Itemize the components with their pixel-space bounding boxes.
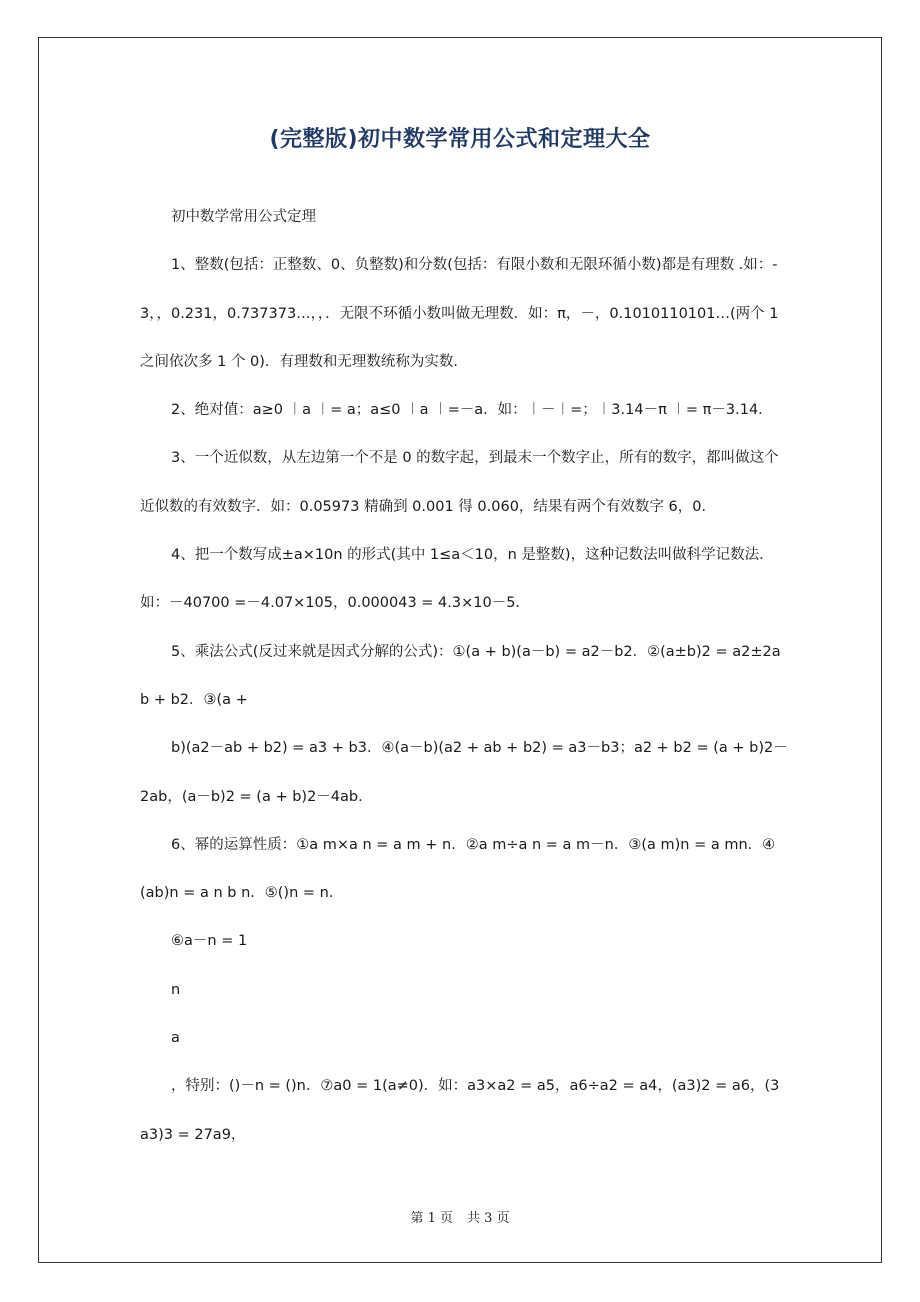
paragraph-item-1: 1、整数(包括：正整数、0、负整数)和分数(包括：有限小数和无限环循小数)都是有理数 .如：-3，，0.231，0.737373…，，．无限不环循小数叫做无理数．如：π，－，0.1010110101…(两个 1 之间依次多 1 个 0)．有理数和无理数统称为实数． [140,257,779,370]
paragraph-item-3: 3、一个近似数，从左边第一个不是 0 的数字起，到最末一个数字止，所有的数字，都叫做这个近似数的有效数字．如：0.05973 精确到 0.001 得 0.060，结果有两个有效数字 6，0． [140,450,779,515]
page-footer [0,1207,920,1226]
paragraph-fraction-n: n [171,981,181,998]
page-total: 共 3 页 [467,1211,510,1226]
paragraph-heading: 初中数学常用公式定理 [171,209,316,225]
paragraph-item-6: 6、幂的运算性质：①a m×a n = a m + n．②a m÷a n = a m－n．③(a m)n = a mn．④(ab)n = a n b n．⑤()n = n． [140,836,776,902]
paragraph-item-5: 5、乘法公式(反过来就是因式分解的公式)：①(a + b)(a－b) = a2－b2．②(a±b)2 = a2±2ab + b2．③(a + [140,643,781,708]
document-title: (完整版)初中数学常用公式和定理大全 [269,127,651,152]
paragraph-item-2: 2、绝对值：a≥0 ︱a ︱= a；a≤0 ︱a ︱=－a．如：︱－︱=；︱3.14－π ︱= π－3.14． [171,402,773,419]
paragraph-fraction-a: a [171,1030,180,1047]
paragraph-item-4: 4、把一个数写成±a×10n 的形式(其中 1≤a＜10，n 是整数)，这种记数法叫做科学记数法．如：－40700 =－4.07×105，0.000043 = 4.3×10－5． [140,547,774,612]
paragraph-item-6-special: ，特别：()－n = ()n．⑦a0 = 1(a≠0)．如：a3×a2 = a5，a6÷a2 = a4，(a3)2 = a6，(3a3)3 = 27a9， [140,1078,780,1143]
paragraph-item-5-cont: b)(a2－ab + b2) = a3 + b3．④(a－b)(a2 + ab + b2) = a3－b3；a2 + b2 = (a + b)2－2ab，(a－b)2 = (a + b)2－4ab． [140,740,788,805]
page-number: 第 1 页 [410,1211,453,1226]
document-body [140,193,788,1159]
paragraph-item-6-rule-6: ⑥a－n = 1 [171,933,248,950]
